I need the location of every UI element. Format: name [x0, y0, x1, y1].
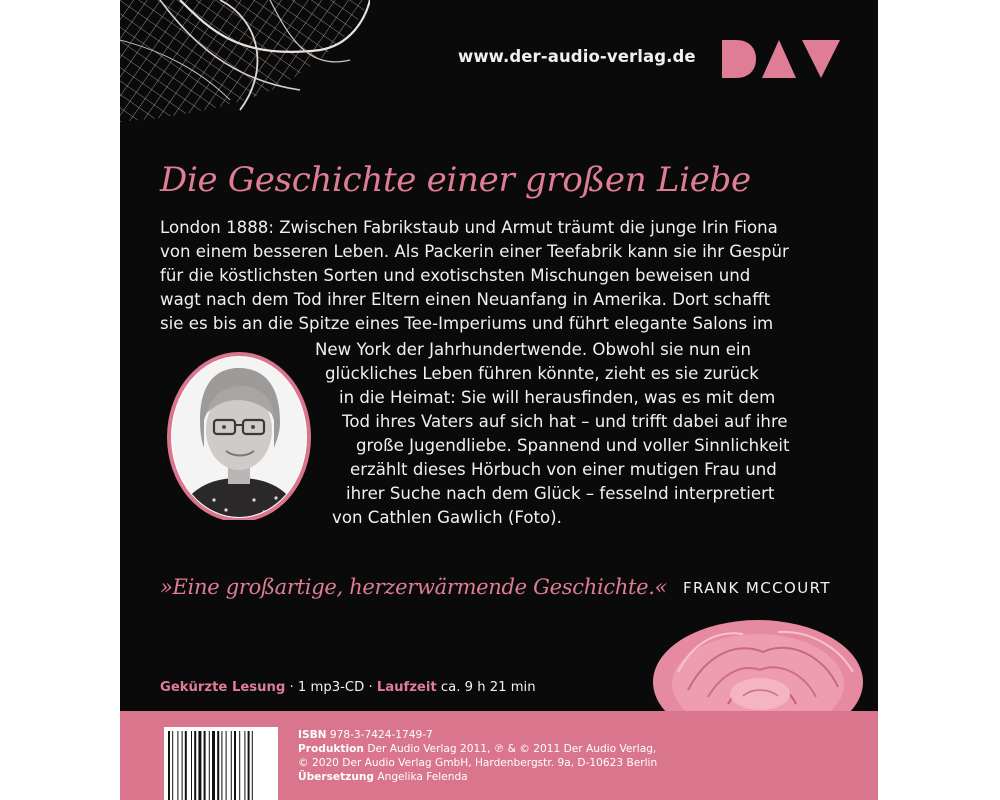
- translation-line: [298, 770, 657, 784]
- runtime-label: Laufzeit: [376, 680, 437, 695]
- barcode-bar: [239, 731, 240, 800]
- production-label: Produktion: [298, 743, 364, 755]
- barcode-bar: [231, 731, 232, 800]
- audiobook-back-cover: [120, 0, 878, 800]
- headline: Die Geschichte einer großen Liebe: [160, 160, 751, 200]
- barcode-image: [164, 727, 278, 800]
- blurb-line: ihrer Suche nach dem Glück – fesselnd interpretiert: [346, 484, 775, 503]
- blurb-line: sie es bis an die Spitze eines Tee-Imperiums und führt elegante Salons im: [160, 314, 774, 333]
- legal-info: [298, 728, 657, 784]
- barcode-bar: [221, 731, 222, 800]
- blurb-line: wagt nach dem Tod ihrer Eltern einen Neuanfang in Amerika. Dort schafft: [160, 290, 771, 309]
- barcode-bar: [204, 731, 206, 800]
- blurb-line: erzählt dieses Hörbuch von einer mutigen Frau und: [350, 460, 777, 479]
- barcode-bar: [252, 731, 253, 800]
- quote-author: FRANK MCCOURT: [683, 579, 831, 597]
- translation-value: Angelika Felenda: [373, 771, 468, 783]
- barcode-bar: [244, 731, 245, 800]
- blurb-line: von Cathlen Gawlich (Foto).: [332, 508, 562, 527]
- edition-info: [160, 680, 536, 695]
- blurb-line: für die köstlichsten Sorten und exotischsten Mischungen beweisen und: [160, 266, 751, 285]
- barcode-bar: [168, 731, 170, 800]
- barcode-bar: [194, 731, 196, 800]
- barcode-bar: [226, 731, 227, 800]
- blurb-line: große Jugendliebe. Spannend und voller Sinnlichkeit: [356, 436, 790, 455]
- barcode-bar: [209, 731, 210, 800]
- runtime-value: ca. 9 h 21 min: [436, 680, 536, 695]
- translation-label: Übersetzung: [298, 771, 374, 783]
- barcode-bar: [177, 731, 178, 800]
- review-quote: »Eine großartige, herzerwärmende Geschichte.«: [160, 575, 668, 599]
- isbn-value: 978-3-7424-1749-7: [326, 729, 433, 741]
- barcode-bar: [217, 731, 219, 800]
- production-line: [298, 742, 657, 756]
- format-text: · 1 mp3-CD ·: [285, 680, 377, 695]
- blurb-line: von einem besseren Leben. Als Packerin einer Teefabrik kann sie ihr Gespür: [160, 242, 789, 261]
- barcode-bar: [191, 731, 192, 800]
- production-line-2: © 2020 Der Audio Verlag GmbH, Hardenbergstr. 9a, D-10623 Berlin: [298, 757, 658, 769]
- blurb-line: Tod ihres Vaters auf sich hat – und trifft dabei auf ihre: [342, 412, 788, 431]
- barcode-bar: [172, 731, 173, 800]
- edition-label: Gekürzte Lesung: [160, 680, 286, 695]
- blurb-line: glückliches Leben führen könnte, zieht es sie zurück: [325, 364, 759, 383]
- blurb-line: in die Heimat: Sie will herausfinden, was es mit dem: [339, 388, 776, 407]
- barcode-bar: [212, 731, 215, 800]
- blurb-line: London 1888: Zwischen Fabrikstaub und Armut träumt die junge Irin Fiona: [160, 218, 778, 237]
- blurb-line: New York der Jahrhundertwende. Obwohl sie nun ein: [315, 340, 752, 359]
- rose-image: [648, 612, 878, 712]
- barcode-bar: [185, 731, 187, 800]
- narrator-photo: [164, 350, 314, 520]
- barcode-bar: [182, 731, 183, 800]
- barcode-bar: [198, 731, 201, 800]
- production-text-1: Der Audio Verlag 2011, ℗ & © 2011 Der Audio Verlag,: [363, 743, 657, 755]
- isbn-label: ISBN: [298, 729, 327, 741]
- barcode-bar: [234, 731, 236, 800]
- publisher-url: www.der-audio-verlag.de: [458, 47, 696, 66]
- barcode-bar: [248, 731, 250, 800]
- isbn-line: [298, 728, 657, 742]
